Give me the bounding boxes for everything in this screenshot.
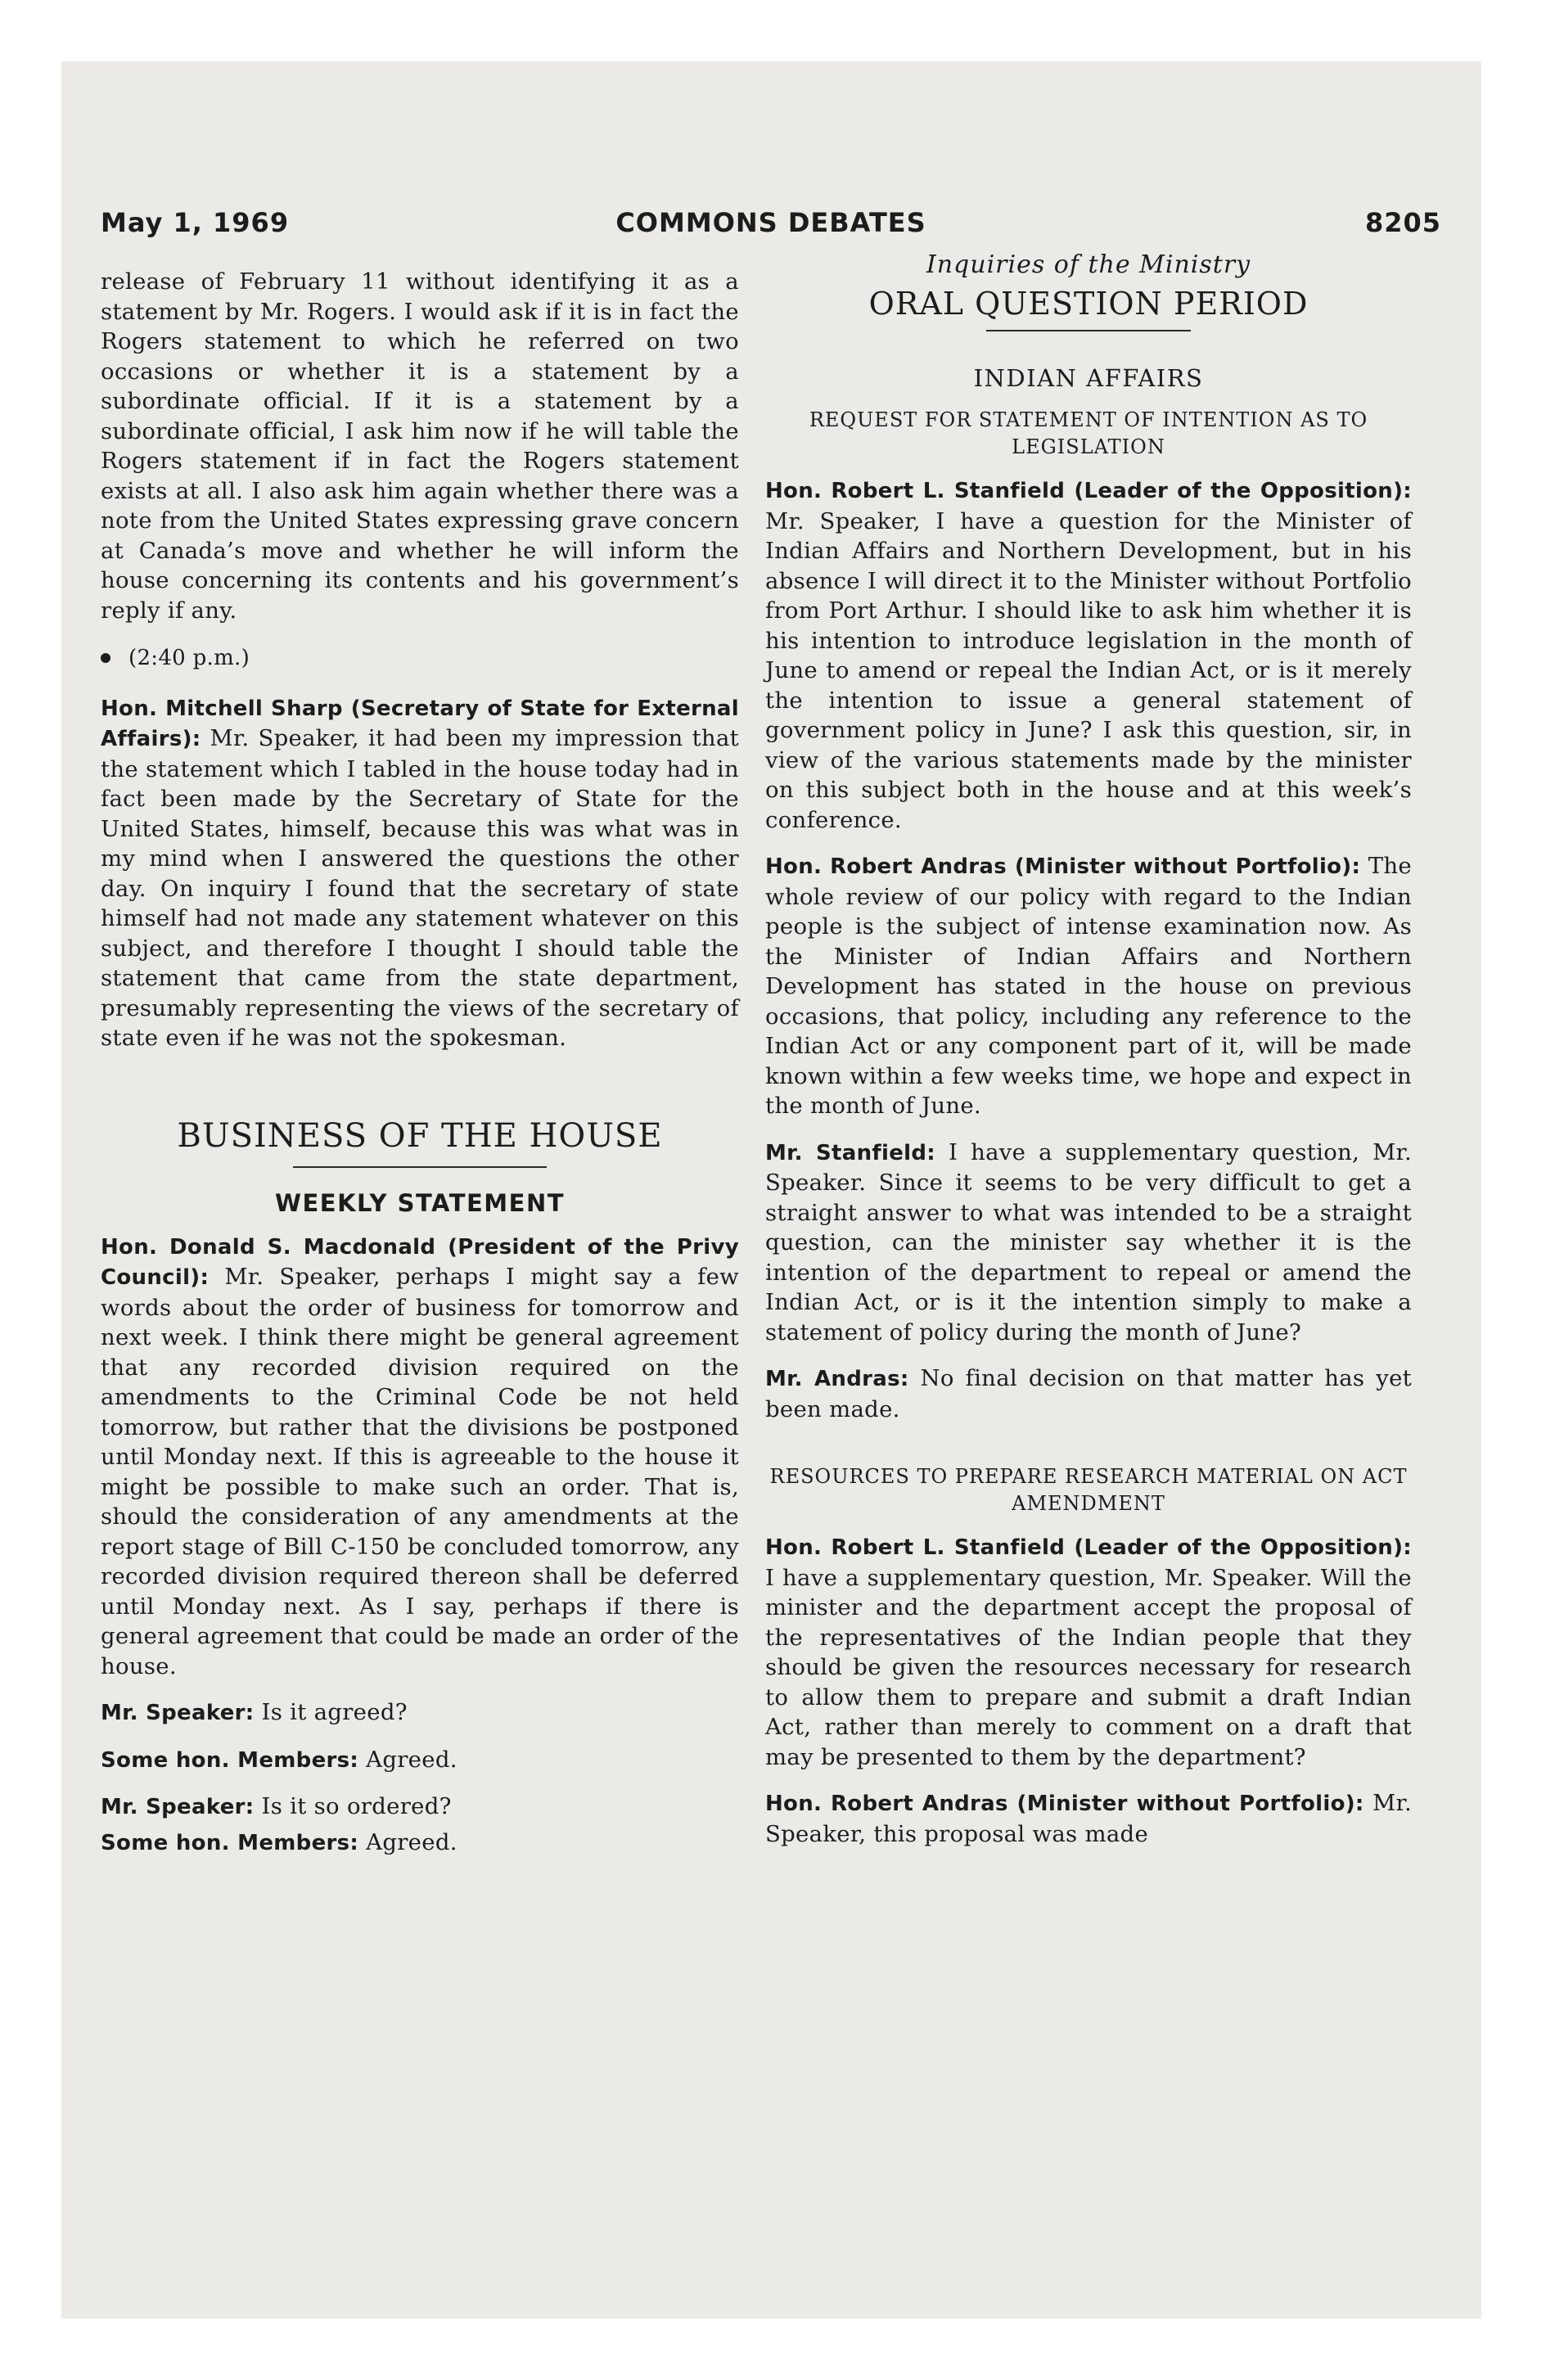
speech-text: I have a supplementary question, Mr. Speaker. Since it seems to be very difficult to get a straight answer to what was intended to be a straight question, can the minister say whether it is the intention of the department to repeal or amend the Indian Act, or is it the intention simply to make a statement of policy during the month of June? [765,1138,1413,1346]
inquiries-heading: Inquiries of the Ministry [926,250,1251,279]
time-stamp-text: (2:40 p.m.) [128,646,250,670]
section-heading: ORAL QUESTION PERIOD [868,286,1309,322]
speech-sharp [101,693,739,1053]
speaker-name: Mr. Speaker: [101,1795,255,1819]
speech-text: Agreed. [366,1746,457,1773]
topic-caption: REQUEST FOR STATEMENT OF INTENTION AS TO LEGISLATION [809,408,1368,458]
speech-text: Is it so ordered? [261,1793,452,1819]
header-title: COMMONS DEBATES [615,207,926,238]
speaker-name: Some hon. Members: [101,1747,359,1773]
speech-stanfield [765,1138,1412,1348]
heading-rule [293,1166,547,1168]
speech-text: Mr. Speaker, this proposal was made [765,1790,1412,1847]
exchange-line [101,1792,739,1823]
speech-text: Agreed. [366,1828,457,1855]
exchange-line [101,1828,739,1859]
speech-text: I have a supplementary question, Mr. Speaker. Will the minister and the department accept the proposal of the representatives of the Indian people that they should be given the resources necessary for research to allow them to prepare and submit a draft Indian Act, rather than merely to comment on a draft that may be presented to them by the department? [765,1564,1412,1770]
speech-text: No final decision on that matter has yet been made. [765,1365,1413,1422]
speech-text: Mr. Speaker, perhaps I might say a few words about the order of business for tomorrow and next week. I think there might be general agreement that any recorded division required on the amendments to the Criminal Code be not held tomorrow, but rather that the divisions be postponed until Monday next. If this is agreeable to the house it might be possible to make such an order. That is, should the consideration of any amendments at the report stage of Bill C-150 be concluded tomorrow, any recorded division required thereon shall be deferred until Monday next. As I say, perhaps if there is general agreement that could be made an order of the house. [101,1264,739,1679]
speaker-name: Hon. Robert L. Stanfield (Leader of the Opposition): [765,1535,1412,1560]
speaker-name: Some hon. Members: [101,1830,359,1855]
speaker-name: Mr. Speaker: [101,1701,255,1725]
speaker-name: Hon. Mitchell Sharp (Secretary of State for External Affairs): [101,696,739,751]
speaker-name: Hon. Robert L. Stanfield (Leader of the Opposition): [765,479,1412,503]
right-column [765,250,1412,1849]
speaker-name: Mr. Stanfield: [765,1140,936,1165]
section-heading: BUSINESS OF THE HOUSE [177,1116,663,1155]
speech-stanfield [765,476,1412,835]
speech-text: Is it agreed? [261,1699,408,1725]
speech-text: Mr. Speaker, I have a question for the Minister of Indian Affairs and Northern Development, but in his absence I will direct it to the Minister without Portfolio from Port Arthur. I should like to ask him whether it is his intention to introduce legislation in the month of June to amend or repeal the Indian Act, or is it merely the intention to issue a general statement of government policy in June? I ask this question, sir, in view of the various statements made by the minister on this subject both in the house and at this week’s conference. [765,507,1412,833]
header-page-number: 8205 [1364,207,1441,238]
speech-text: The whole review of our policy with regard to the Indian people is the subject of intense examination now. As the Minister of Indian Affairs and Northern Development has stated in the house on previous occasions, that policy, including any reference to the Indian Act or any component part of it, will be made known within a few weeks time, we hope and expect in the month of June. [765,853,1413,1119]
left-column [101,267,739,1858]
speaker-name: Hon. Donald S. Macdonald (President of the Privy Council): [101,1234,739,1290]
speech-text: Mr. Speaker, it had been my impression that the statement which I tabled in the house today had in fact been made by the Secretary of State for the United States, himself, because this was what was in my mind when I answered the questions the other day. On inquiry I found that the secretary of state himself had not made any statement whatever on this subject, and therefore I thought I should table the statement that came from the state department, presumably representing the views of the secretary of state even if he was not the spokesman. [101,725,739,1051]
speech-andras [765,1364,1412,1424]
exchange-line [101,1745,739,1776]
speech-macdonald [101,1232,739,1682]
speaker-name: Hon. Robert Andras (Minister without Portfolio): [765,854,1361,879]
speaker-name: Mr. Andras: [765,1367,909,1391]
running-header [101,207,1441,246]
exchange-line [101,1697,739,1729]
subsection-heading: INDIAN AFFAIRS [973,364,1204,392]
header-date: May 1, 1969 [101,207,290,238]
opening-paragraph: release of February 11 without identifying it as a statement by Mr. Rogers. I would ask if it is in fact the Rogers statement to which he referred on two occasions or whether it is a statement by a subordinate official. If it is a statement by a subordinate official, I ask him now if he will table the Rogers statement if in fact the Rogers statement exists at all. I also ask him again whether there was a note from the United States expressing grave concern at Canada’s move and whether he will inform the house concerning its contents and his government’s reply if any. [101,268,739,624]
speech-stanfield [765,1532,1412,1772]
speech-andras [765,1788,1412,1849]
heading-rule [986,330,1191,331]
topic-caption: RESOURCES TO PREPARE RESEARCH MATERIAL ON ACT AMENDMENT [769,1465,1408,1515]
speaker-name: Hon. Robert Andras (Minister without Portfolio): [765,1792,1364,1816]
bullet-icon [101,653,110,663]
time-stamp [101,643,739,674]
speech-andras [765,851,1412,1121]
subsection-heading: WEEKLY STATEMENT [274,1188,566,1217]
